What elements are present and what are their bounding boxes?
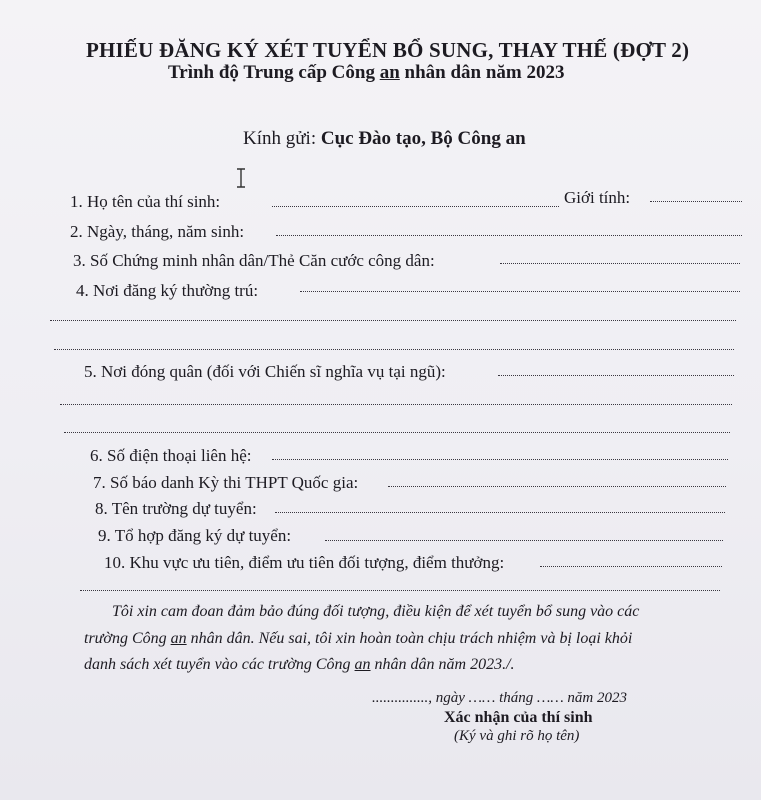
field-subject-combo-blank[interactable] bbox=[325, 540, 723, 541]
field-gender-label: Giới tính: bbox=[564, 188, 631, 207]
declaration-line-3-end: nhân dân năm 2023./. bbox=[370, 656, 515, 673]
declaration-line-2-underlined: an bbox=[170, 630, 187, 647]
field-school-blank[interactable] bbox=[275, 512, 725, 513]
field-priority-label: 10. Khu vực ưu tiên, điểm ưu tiên đối tượng, điểm thưởng: bbox=[104, 553, 505, 572]
subtitle-text-start: Trình độ Trung cấp Công bbox=[168, 62, 380, 83]
field-gender-blank[interactable] bbox=[650, 201, 742, 202]
declaration-line-2 bbox=[84, 630, 632, 648]
greeting-line bbox=[243, 128, 526, 150]
greeting-recipient: Cục Đào tạo, Bộ Công an bbox=[320, 128, 526, 149]
field-id-card-blank[interactable] bbox=[500, 263, 740, 264]
field-unit-label: 5. Nơi đóng quân (đối với Chiến sĩ nghĩa vụ tại ngũ): bbox=[84, 362, 446, 381]
greeting-label: Kính gửi: bbox=[243, 128, 321, 149]
field-residence-blank-line-2[interactable] bbox=[50, 320, 736, 321]
field-exam-number-blank[interactable] bbox=[388, 486, 726, 487]
field-phone-label: 6. Số điện thoại liên hệ: bbox=[90, 446, 252, 465]
field-birthdate-label: 2. Ngày, tháng, năm sinh: bbox=[70, 222, 245, 241]
field-unit-blank-line-2[interactable] bbox=[60, 404, 732, 405]
declaration-line-2-start: trường Công bbox=[84, 630, 171, 647]
field-subject-combo-label: 9. Tổ hợp đăng ký dự tuyển: bbox=[98, 526, 292, 545]
field-residence-blank[interactable] bbox=[300, 291, 740, 292]
text-cursor-icon bbox=[236, 168, 246, 188]
field-school-label: 8. Tên trường dự tuyển: bbox=[95, 499, 257, 518]
subtitle-underlined-word: an bbox=[379, 62, 400, 83]
signature-date-line: ..............., ngày …… tháng …… năm 2023 bbox=[372, 690, 628, 706]
field-id-card-label: 3. Số Chứng minh nhân dân/Thẻ Căn cước công dân: bbox=[73, 251, 435, 270]
declaration-line-2-end: nhân dân. Nếu sai, tôi xin hoàn toàn chịu trách nhiệm và bị loại khỏi bbox=[186, 630, 633, 647]
signature-hint: (Ký và ghi rõ họ tên) bbox=[454, 728, 580, 744]
form-subtitle bbox=[168, 62, 565, 84]
field-unit-blank[interactable] bbox=[498, 375, 734, 376]
field-birthdate-blank[interactable] bbox=[276, 235, 742, 236]
field-priority-blank-line-2[interactable] bbox=[80, 590, 720, 591]
field-residence-blank-line-3[interactable] bbox=[54, 349, 734, 350]
declaration-line-1: Tôi xin cam đoan đảm bảo đúng đối tượng, điều kiện để xét tuyển bổ sung vào các bbox=[112, 603, 640, 620]
form-title: PHIẾU ĐĂNG KÝ XÉT TUYỂN BỔ SUNG, THAY THẾ (ĐỢT 2) bbox=[86, 38, 690, 62]
declaration-line-3 bbox=[84, 656, 515, 674]
field-priority-blank[interactable] bbox=[540, 566, 722, 567]
field-unit-blank-line-3[interactable] bbox=[64, 432, 730, 433]
field-residence-label: 4. Nơi đăng ký thường trú: bbox=[76, 281, 259, 300]
field-full-name-label: 1. Họ tên của thí sinh: bbox=[70, 192, 221, 211]
declaration-line-3-underlined: an bbox=[354, 656, 371, 673]
field-phone-blank[interactable] bbox=[272, 459, 728, 460]
subtitle-text-end: nhân dân năm 2023 bbox=[399, 62, 565, 83]
declaration-line-3-start: danh sách xét tuyển vào các trường Công bbox=[84, 656, 355, 673]
field-full-name-blank[interactable] bbox=[272, 206, 559, 207]
signature-confirm-label: Xác nhận của thí sinh bbox=[444, 709, 593, 726]
field-exam-number-label: 7. Số báo danh Kỳ thi THPT Quốc gia: bbox=[93, 473, 359, 492]
